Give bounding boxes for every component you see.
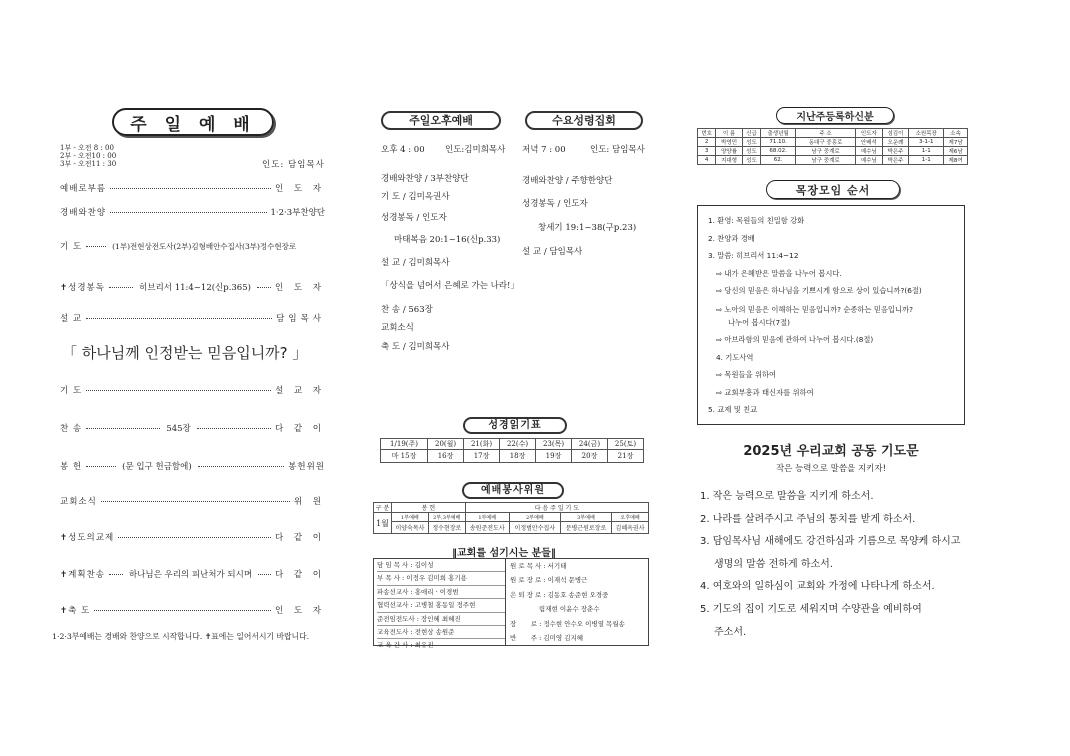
newcomer-cell: 제8여 <box>944 156 968 165</box>
order-right: 1·2·3부찬양단 <box>270 208 325 218</box>
newcomer-cell: 예수님 <box>856 147 883 156</box>
order-row <box>60 495 325 507</box>
main-service-title-box <box>112 108 274 136</box>
staff-line: 은 퇴 장 로 : 김동호 송준현 오경중 <box>510 590 609 599</box>
dotted-leader <box>197 428 271 429</box>
newcomer-cell: 1-1 <box>909 156 944 165</box>
volunteers-subhead: 오후예배 <box>612 513 649 522</box>
dotted-leader <box>94 610 271 611</box>
newcomers-head: 소원목장 <box>909 129 944 138</box>
order-middle: (문 입구 헌금함에) <box>122 462 192 472</box>
newcomer-cell: 제6남 <box>944 147 968 156</box>
afternoon-line: 성경봉독 / 인도자 <box>381 213 447 223</box>
order-label: 설 교 <box>60 314 83 324</box>
newcomer-cell: 오운례 <box>882 138 909 147</box>
wednesday-line: 설 교 / 담임목사 <box>522 247 583 257</box>
order-right: 인 도 자 <box>274 283 325 293</box>
newcomer-cell: 71.10. <box>761 138 796 147</box>
newcomer-cell: 박영민 <box>716 138 743 147</box>
newcomer-cell: 남구 중계로 <box>796 156 856 165</box>
volunteers-subhead-row <box>374 513 649 522</box>
staff-line: 담 임 목 사 : 김이성 <box>377 559 505 572</box>
prayer-title: 2025년 우리교회 공동 기도문 <box>743 444 919 459</box>
order-label: 예배로부름 <box>60 184 107 194</box>
newcomer-cell: 양양률 <box>716 147 743 156</box>
dotted-leader <box>258 574 271 575</box>
newcomers-head: 이 름 <box>716 129 743 138</box>
newcomers-head: 번호 <box>698 129 716 138</box>
newcomers-table <box>697 128 968 165</box>
chapter-cell: 16장 <box>428 450 464 463</box>
volunteers-table <box>373 502 649 534</box>
prayer-item: 3. 담임목사님 새해에도 강건하심과 기름으로 목양케 하시고 <box>700 536 961 548</box>
order-right: 다 같 이 <box>274 570 325 580</box>
bible-reading-days-row <box>381 439 644 450</box>
volunteers-title-box <box>462 482 564 499</box>
staff-line: 반 주 : 김미영 김지혜 <box>510 634 584 643</box>
dotted-leader <box>86 428 160 429</box>
dotted-leader <box>110 188 271 189</box>
bible-reading-table <box>380 438 644 463</box>
list-item: ⇨ 아브라함의 믿음에 관하여 나누어 봅시다.(8절) <box>716 334 874 344</box>
order-middle: (1부)전현상전도사(2부)김형배안수집사(3부)정수현장로 <box>112 241 297 251</box>
prayer-item: 생명의 말씀 전하게 하소서. <box>714 558 833 570</box>
afternoon-line: 설 교 / 김미희목사 <box>381 258 450 268</box>
order-right: 다 같 이 <box>274 424 326 434</box>
staff-line: 협력선교사 : 고병철 홍동일 정주현 <box>377 599 505 612</box>
prayer-list <box>700 486 960 644</box>
order-row <box>60 604 325 616</box>
dotted-leader <box>109 287 133 288</box>
wednesday-line: 경배와찬양 / 주향한양단 <box>522 176 613 186</box>
order-right: 설 교 자 <box>274 386 325 396</box>
table-row <box>698 138 968 147</box>
staff-line: 준전임전도사 : 장인혜 최혜진 <box>377 613 505 626</box>
list-item: 나누어 봅시다(7절) <box>728 317 790 327</box>
wednesday-leader: 인도: 담임목사 <box>590 145 645 155</box>
staff-line: 원 로 장 로 : 이재석 문병근 <box>510 576 588 585</box>
day-cell: 21(화) <box>464 439 500 450</box>
prayer-item: 주소서. <box>714 626 747 638</box>
day-cell: 1/19(주) <box>381 439 428 450</box>
wednesday-line: 창세기 19:1~38(구p.23) <box>538 223 637 233</box>
order-middle: 545장 <box>166 424 191 434</box>
chapter-cell: 마 15장 <box>381 450 428 463</box>
order-label: ✝성도의교제 <box>60 533 115 543</box>
afternoon-line: 축 도 / 김미희목사 <box>381 342 450 352</box>
bible-reading-title-box <box>463 417 567 434</box>
list-item: 4. 기도사역 <box>716 352 754 362</box>
order-label: 봉 헌 <box>60 462 83 472</box>
order-row <box>60 384 325 396</box>
dotted-leader <box>86 318 272 319</box>
volunteers-subhead: 1부예배 <box>465 513 509 522</box>
chapter-cell: 19장 <box>536 450 572 463</box>
afternoon-line: 교회소식 <box>381 323 414 333</box>
chapter-cell: 20장 <box>572 450 608 463</box>
newcomers-head: 소속 <box>944 129 968 138</box>
cell-meeting-box <box>697 205 965 425</box>
order-right: 인 도 자 <box>274 606 325 616</box>
prayer-subtitle: 작은 능력으로 말씀을 지키자! <box>775 464 887 474</box>
volunteer-name: 송원준전도사 <box>465 522 509 534</box>
newcomer-cell: 62. <box>761 156 796 165</box>
order-label: 기 도 <box>60 386 83 396</box>
newcomers-head: 인도자 <box>856 129 883 138</box>
list-item: ⇨ 교회부흥과 태신자를 위하여 <box>716 387 814 397</box>
cell-meeting-title: 목장모임 순서 <box>795 183 871 197</box>
prayer-item: 4. 여호와의 일하심이 교회와 가정에 나타나게 하소서. <box>700 581 935 593</box>
order-right: 담임목사 <box>276 314 325 324</box>
volunteers-subhead: 1부예배 <box>392 513 429 522</box>
list-item: 3. 말씀: 히브리서 11:4~12 <box>708 251 799 261</box>
main-service-title: 주 일 예 배 <box>130 114 256 135</box>
wednesday-service-title-box <box>525 111 643 130</box>
staff-line: 림재현 이윤수 장춘수 <box>510 605 600 614</box>
dotted-leader <box>110 212 266 213</box>
dotted-leader <box>86 390 271 391</box>
service-times <box>60 144 116 168</box>
newcomer-cell: 안배석 <box>856 138 883 147</box>
service-time: 1부 - 오전 8 : 00 <box>60 144 114 152</box>
afternoon-service-title-box <box>381 111 501 130</box>
staff-line: 원 로 목 사 : 서기태 <box>510 562 567 570</box>
dotted-leader <box>86 246 106 247</box>
volunteer-name: 정수현장로 <box>428 522 465 534</box>
volunteer-name: 김혜옥권사 <box>612 522 649 534</box>
table-row <box>698 156 968 165</box>
newcomers-head: 섬김이 <box>882 129 909 138</box>
volunteer-name: 이양숙목사 <box>392 522 429 534</box>
volunteers-month: 1월 <box>374 513 392 534</box>
afternoon-leader: 인도:김미희목사 <box>445 145 506 155</box>
volunteers-head-cell: 다 음 주 일 기 도 <box>465 503 648 513</box>
volunteers-title: 예배봉사위원 <box>481 485 545 496</box>
newcomer-cell: 성도 <box>742 147 760 156</box>
day-cell: 24(금) <box>572 439 608 450</box>
dotted-leader <box>198 466 285 467</box>
order-row <box>60 312 325 324</box>
order-label: 교회소식 <box>60 497 97 507</box>
chapter-cell: 18장 <box>500 450 536 463</box>
prayer-item: 5. 기도의 집이 기도로 세워지며 수양관을 예비하여 <box>700 603 922 615</box>
order-row <box>60 568 325 580</box>
dotted-leader <box>118 537 271 538</box>
wednesday-line: 성경봉독 / 인도자 <box>522 199 588 209</box>
newcomers-head: 주 소 <box>796 129 856 138</box>
newcomers-title-box <box>776 107 894 124</box>
volunteers-head-cell: 봉 헌 <box>392 503 466 513</box>
bible-reading-chapters-row <box>381 450 644 463</box>
staff-title: ‖교회를 섬기시는 분들‖ <box>452 548 556 559</box>
volunteers-subhead: 2부예배 <box>509 513 560 522</box>
afternoon-line: 기 도 / 김미옥권사 <box>381 192 450 202</box>
list-item: ⇨ 당신의 믿음은 하나님을 기쁘시게 함으로 상이 있습니까?(6절) <box>716 286 922 296</box>
newcomer-cell: 2 <box>698 138 716 147</box>
dotted-leader <box>101 501 290 502</box>
newcomer-cell: 박은주 <box>882 147 909 156</box>
wednesday-time: 저녁 7 : 00 <box>522 145 566 155</box>
order-row <box>60 240 325 252</box>
volunteer-name: 이정범안수집사 <box>509 522 560 534</box>
newcomers-title: 지난주등록하신분 <box>796 112 874 123</box>
newcomer-cell: 3-1-1 <box>909 138 944 147</box>
list-item: 5. 교제 및 친교 <box>708 405 758 415</box>
service-time: 2부 - 오전10 : 00 <box>60 152 117 160</box>
order-row <box>60 182 325 194</box>
order-label: ✝성경봉독 <box>60 283 105 293</box>
newcomer-cell: 성도 <box>742 138 760 147</box>
order-label: 찬 송 <box>60 424 83 434</box>
volunteers-name-row <box>374 522 649 534</box>
day-cell: 23(목) <box>536 439 572 450</box>
day-cell: 20(월) <box>428 439 464 450</box>
order-middle: 하나님은 우리의 피난처가 되시며 <box>128 570 253 580</box>
staff-box <box>373 558 649 650</box>
staff-right-column <box>506 559 648 645</box>
prayer-item: 2. 나라를 살려주시고 주님의 통치를 받게 하소서. <box>700 513 916 525</box>
newcomers-head: 신급 <box>742 129 760 138</box>
staff-line: 장 로 : 정수현 안수오 이병열 목월송 <box>510 619 625 628</box>
list-item: 1. 환영: 목원들의 친밀함 강화 <box>708 216 805 225</box>
newcomer-cell: 동대구 중흥로 <box>796 138 856 147</box>
newcomer-cell: 남구 중계로 <box>796 147 856 156</box>
list-item: 2. 찬양과 경배 <box>708 233 755 243</box>
afternoon-line: 경배와찬양 / 3부찬양단 <box>381 174 469 184</box>
newcomer-cell: 성도 <box>742 156 760 165</box>
volunteer-name: 문병근원로장로 <box>560 522 611 534</box>
order-row <box>60 460 325 472</box>
day-cell: 22(수) <box>500 439 536 450</box>
order-right: 다 같 이 <box>274 533 325 543</box>
day-cell: 25(토) <box>607 439 643 450</box>
dotted-leader <box>109 574 123 575</box>
newcomer-cell: 박은주 <box>882 156 909 165</box>
list-item: ⇨ 목원들을 위하여 <box>716 370 777 380</box>
service-time: 3부 - 오전11 : 30 <box>60 160 117 168</box>
afternoon-service-title: 주일오후예배 <box>409 114 473 127</box>
staff-left-column <box>374 559 506 650</box>
dotted-leader <box>86 466 116 467</box>
order-middle: 히브리서 11:4~12(신p.365) <box>139 283 251 293</box>
afternoon-time: 오후 4 : 00 <box>381 145 425 155</box>
order-right: 봉헌위원 <box>288 462 325 472</box>
order-label: 기 도 <box>60 242 83 252</box>
list-item: ⇨ 내가 은혜받은 말씀을 나누어 봅시다. <box>716 268 842 278</box>
volunteers-head-cell: 구 분 <box>374 503 392 513</box>
order-row <box>60 206 325 218</box>
order-right: 인 도 자 <box>274 184 325 194</box>
newcomer-cell: 1-1 <box>909 147 944 156</box>
chapter-cell: 17장 <box>464 450 500 463</box>
newcomers-head-row <box>698 129 968 138</box>
afternoon-line: 「상식을 넘어서 은혜로 가는 나라!」 <box>381 281 519 291</box>
sermon-title: 「 하나님께 인정받는 믿음입니까? 」 <box>62 344 308 362</box>
order-label: ✝축 도 <box>60 606 91 616</box>
newcomer-cell: 68.02. <box>761 147 796 156</box>
staff-line: 부 목 사 : 이정우 김미희 홍기용 <box>377 572 505 585</box>
main-service-leader: 인도: 담임목사 <box>262 160 325 170</box>
cell-meeting-title-box <box>766 180 900 199</box>
staff-line: 교 육 간 사 : 최유진 <box>377 641 434 650</box>
newcomer-cell: 예수님 <box>856 156 883 165</box>
staff-line: 교육전도사 : 전현상 송원준 <box>377 626 505 639</box>
service-footnote: 1·2·3부예배는 경배와 찬양으로 시작합니다. ✝표에는 일어서시기 바랍니다. <box>52 632 310 641</box>
bible-reading-title: 성경읽기표 <box>488 420 542 431</box>
order-row <box>60 531 325 543</box>
order-right: 위 원 <box>293 497 325 507</box>
prayer-item: 1. 작은 능력으로 말씀을 지키게 하소서. <box>700 491 874 502</box>
order-row <box>60 422 325 434</box>
dotted-leader <box>257 287 271 288</box>
order-label: 경배와찬양 <box>60 208 107 218</box>
table-row <box>698 147 968 156</box>
volunteers-subhead: 2부,3부예배 <box>428 513 465 522</box>
volunteers-head-row <box>374 503 649 513</box>
wednesday-service-title: 수요성령집회 <box>552 114 616 127</box>
afternoon-line: 마태복음 20:1~16(신p.33) <box>394 235 501 245</box>
afternoon-line: 찬 송 / 563장 <box>381 305 433 315</box>
order-label: ✝계획찬송 <box>60 570 105 580</box>
chapter-cell: 21장 <box>607 450 643 463</box>
staff-line: 파송선교사 : 홍애리 · 이경범 <box>377 586 505 599</box>
order-row <box>60 281 325 293</box>
newcomers-head: 출생년월 <box>761 129 796 138</box>
newcomer-cell: 4 <box>698 156 716 165</box>
newcomer-cell: 제7남 <box>944 138 968 147</box>
volunteers-subhead: 3부예배 <box>560 513 611 522</box>
list-item: ⇨ 노아의 믿음은 이해하는 믿음입니까? 순종하는 믿음입니까? <box>716 304 913 314</box>
newcomer-cell: 3 <box>698 147 716 156</box>
newcomer-cell: 지대형 <box>716 156 743 165</box>
